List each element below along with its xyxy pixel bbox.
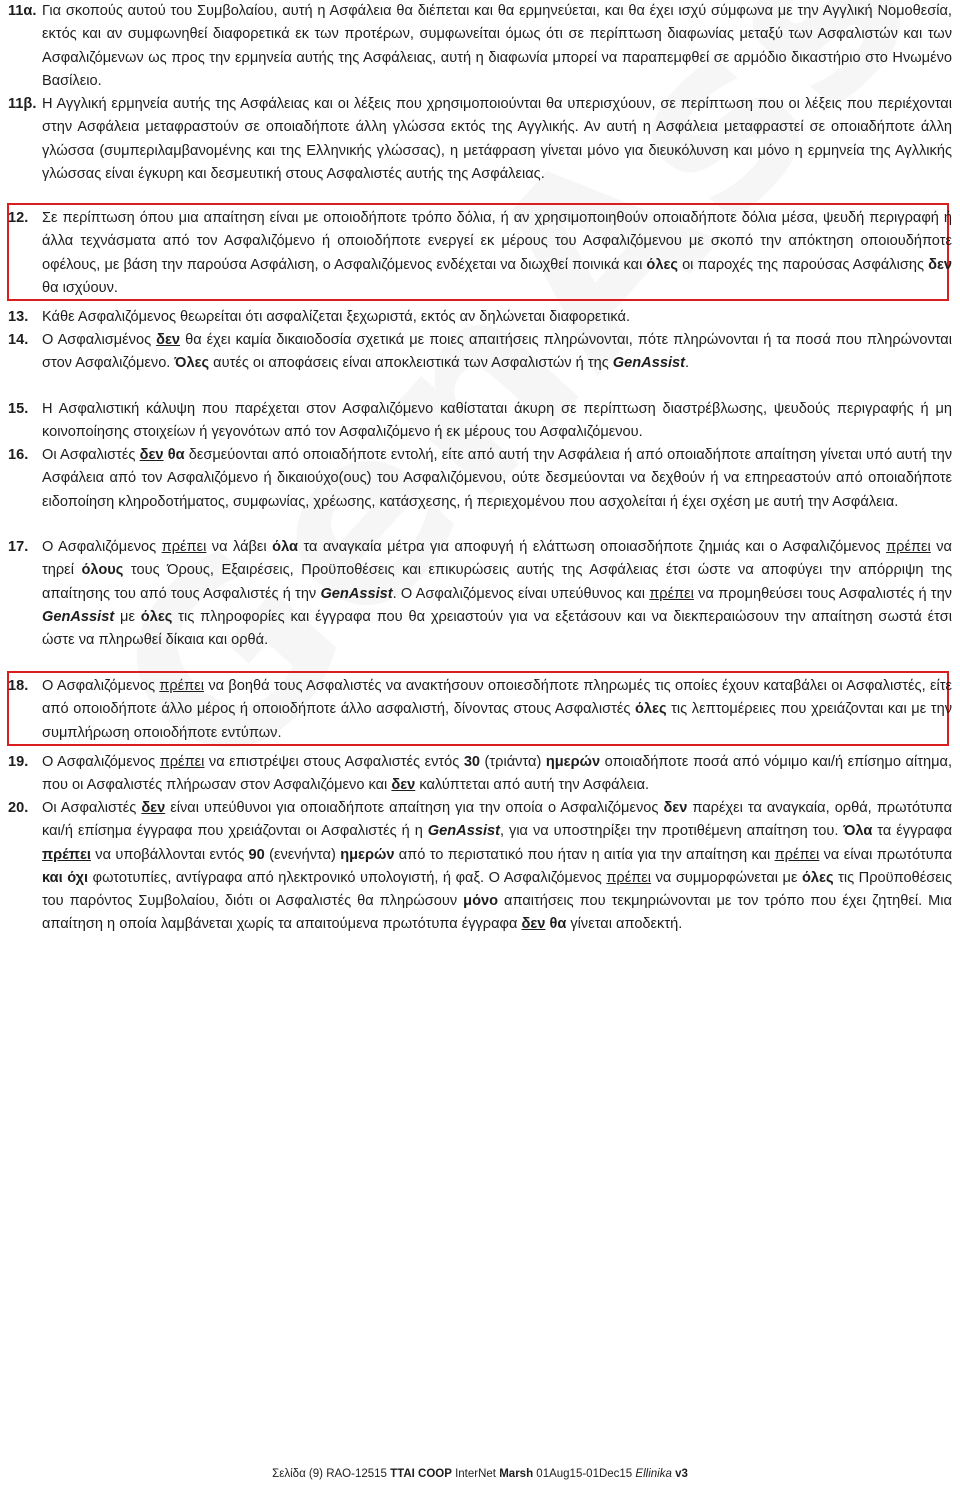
clause-18 <box>0 675 952 745</box>
footer-language: Ellinika <box>635 1468 672 1480</box>
text-segment: οι παροχές της παρούσας Ασφάλισης <box>677 256 929 273</box>
text-segment: δεν <box>928 256 952 273</box>
text-segment: δεν <box>141 800 166 816</box>
clause-text: Για σκοπούς αυτού του Συμβολαίου, αυτή η Ασφάλεια θα διέπεται και θα ερμηνεύεται, και θα έχει ισχύ σύμφωνα με την Αγγλική Νομοθεσία, εκτός και αν συμφωνηθεί διαφορετικά εκ των προτέρων, συμφωνείται όμως ότι σε περίπτωση διαφωνίας μεταξύ των Ασφαλιστών και των Ασφαλιζόμενων ως προς την ερμηνεία αυτής της Ασφάλειας, αυτή η διαφωνία μπορεί να παραπεμφθεί σε αρμόδιο δικαστήριο στο Ηνωμένο Βασίλειο. <box>42 3 952 89</box>
clause-text <box>42 536 952 652</box>
clause-number: 15. <box>8 401 29 417</box>
clause-number: 11β. <box>8 96 37 112</box>
text-segment: όλα <box>272 539 298 555</box>
text-segment: δεν <box>521 916 546 933</box>
clause-number: 12. <box>8 210 29 226</box>
clause-number: 14. <box>8 332 29 348</box>
text-segment: να λάβει <box>206 539 273 555</box>
text-segment: . <box>684 355 690 372</box>
clause-number: 11α. <box>8 3 37 19</box>
text-segment: πρέπει <box>159 678 204 694</box>
text-segment: γίνεται αποδεκτή. <box>566 916 683 933</box>
text-segment: Ο Ασφαλιζόμενος <box>42 539 162 555</box>
text-segment: πρέπει <box>159 754 205 770</box>
text-segment: και όχι <box>42 869 89 886</box>
text-segment: να είναι πρωτότυπα <box>819 846 953 863</box>
clause-number: 20. <box>8 800 29 816</box>
footer-period: 01Aug15-01Dec15 <box>536 1468 633 1480</box>
text-segment: GenAssist <box>612 355 685 372</box>
text-segment: φωτοτυπίες, αντίγραφα από ηλεκτρονικό υπολογιστή, ή φαξ. Ο Ασφαλιζόμενος <box>88 869 607 886</box>
footer-broker: Marsh <box>499 1468 534 1480</box>
clause-11a <box>0 0 952 93</box>
clause-text: Κάθε Ασφαλιζόμενος θεωρείται ότι ασφαλίζεται ξεχωριστά, εκτός αν δηλώνεται διαφορετικά. <box>42 309 631 325</box>
footer-version: v3 <box>675 1468 688 1480</box>
clause-13 <box>0 306 952 329</box>
text-segment: Όλες <box>174 355 210 372</box>
clause-text <box>42 444 952 514</box>
clause-17 <box>0 536 952 652</box>
text-segment: θα <box>167 447 185 463</box>
text-segment: πρέπει <box>161 539 207 555</box>
footer-product: InterNet <box>455 1468 497 1480</box>
text-segment: GenAssist <box>320 585 393 602</box>
text-segment: θα ισχύουν. <box>42 279 118 296</box>
text-segment: ημερών <box>340 846 395 863</box>
clause-16 <box>0 444 952 514</box>
text-segment: . Ο Ασφαλιζόμενος είναι υπεύθυνος και <box>392 585 650 602</box>
text-segment: θα έχει καμία δικαιοδοσία σχετικά με ποιες απαιτήσεις πληρώνονται, πότε πληρώνονται ή τα ποσά που πληρώνονται στον Ασφαλιζόμενο. <box>42 332 952 372</box>
text-segment: τις πληροφορίες και έγγραφα που θα χρειαστούν για να εξετάσουν και να διεκπεραιώσουν την απαίτηση σωστά έτσι ώστε να πληρωθεί δίκαια και ορθά. <box>42 608 952 649</box>
text-segment: να προμηθεύσει τους Ασφαλιστές ή την <box>693 585 952 602</box>
clause-number: 19. <box>8 754 29 770</box>
clause-14 <box>0 329 952 376</box>
text-segment: πρέπει <box>774 846 820 863</box>
text-segment: μόνο <box>463 893 499 910</box>
clause-text: Η Ασφαλιστική κάλυψη που παρέχεται στον Ασφαλιζόμενο καθίσταται άκυρη σε περίπτωση διαστρέβλωσης, ψευδούς περιγραφής ή μη κοινοποίησης στοιχείων ή γεγονότων από τον Ασφαλιζόμενο ή εκ μέρους του Ασφαλιζόμενου. <box>42 401 952 441</box>
clause-number: 17. <box>8 539 29 555</box>
text-segment: Ο Ασφαλιζόμενος <box>42 754 160 770</box>
clause-text <box>42 675 952 745</box>
clause-15 <box>0 398 952 445</box>
text-segment: παρέχει τα αναγκαία, ορθά, πρωτότυπα και/ή επίσημα έγγραφα που χρειάζονται οι Ασφαλιστές ή η <box>42 800 953 840</box>
text-segment: όλες <box>635 701 667 718</box>
text-segment: τα αναγκαία μέτρα για αποφυγή ή ελάττωση οποιασδήποτε ζημιάς και ο Ασφαλιζόμενος <box>298 539 887 555</box>
clause-text: Η Αγγλική ερμηνεία αυτής της Ασφάλειας και οι λέξεις που χρησιμοποιούνται θα υπερισχύουν, σε περίπτωση που οι λέξεις που περιέχονται στην Ασφάλεια μεταφραστούν σε οποιαδήποτε άλλη γλώσσα εκτός της Αγγλικής. Αν αυτή η Ασφάλεια μεταφραστεί σε οποιαδήποτε άλλη γλώσσα (συμπεριλαμβανομένης και της Ελληνικής γλώσσας), η μετάφραση γίνεται μόνο για διευκόλυνση και μόνο η ερμηνεία της Αγλλικής γλώσσας είναι έγκυρη και δεσμευτική στους Ασφαλιστές αυτής της Ασφάλειας. <box>42 96 952 182</box>
text-segment: είναι υπεύθυνοι για οποιαδήποτε απαίτηση για την οποία ο Ασφαλιζόμενος <box>165 800 664 816</box>
text-segment: Σε περίπτωση όπου μια απαίτηση είναι με οποιοδήποτε τρόπο δόλια, ή αν χρησιμοποιηθούν οποιαδήποτε δόλια μέσα, ψευδή περιγραφή ή άλλα τεχνάσματα από τον Ασφαλιζόμενο ή οποιοδήποτε ενεργεί εκ μέρους του Ασφαλιζόμενου με σκοπό την απόκτηση οποιουδήποτε οφέλους, με βάση την παρούσα Ασφάλιση, ο Ασφαλιζόμενος ενδέχεται να διωχθεί ποινικά και <box>42 210 952 273</box>
text-segment: δεν <box>391 777 416 794</box>
text-segment: (τριάντα) <box>480 754 546 770</box>
clause-20 <box>0 797 952 937</box>
text-segment: δεν <box>663 800 688 816</box>
clause-number: 16. <box>8 447 29 463</box>
footer-page-label: Σελίδα (9) <box>272 1468 323 1480</box>
clause-number: 13. <box>8 309 29 325</box>
footer-brand: TTAI COOP <box>390 1468 452 1480</box>
text-segment: αυτές οι αποφάσεις είναι αποκλειστικά των Ασφαλιστών ή της <box>209 355 613 372</box>
text-segment: τις λεπτομέρειες που χρειάζονται και με την συμπλήρωση οποιοδήποτε εντύπων. <box>42 701 952 741</box>
text-segment: Οι Ασφαλιστές <box>42 447 140 463</box>
text-segment: όλες <box>802 869 834 886</box>
text-segment: , για να υποστηρίξει την προτιθέμενη απαίτηση του. <box>499 823 844 840</box>
text-segment: από το περιστατικό που ήταν η αιτία για την απαίτηση και <box>394 846 775 863</box>
text-segment: 90 <box>248 846 265 863</box>
text-segment: Ο Ασφαλιζόμενος <box>42 678 160 694</box>
text-segment: οποιαδήποτε ποσά από νόμιμο και/ή επίσημο αίτημα, που οι Ασφαλιστές πλήρωσαν στον Ασφαλιζόμενο και <box>42 754 952 794</box>
clause-text <box>42 797 952 937</box>
text-segment: δεν <box>156 332 181 348</box>
text-segment: (ενενήντα) <box>264 846 341 863</box>
text-segment: πρέπει <box>42 846 91 863</box>
text-segment: πρέπει <box>649 585 694 602</box>
clause-text <box>42 329 952 376</box>
text-segment: να βοηθά τους Ασφαλιστές να ανακτήσουν οποιεσδήποτε πληρωμές τις οποίες έχουν καταβάλει οι Ασφαλιστές, είτε από οποιοδήποτε άλλο μέρος ή οποιοδήποτε άλλο ασφαλιστή, δίνοντας στους Ασφαλιστές <box>42 678 952 718</box>
text-segment: 30 <box>463 754 481 770</box>
text-segment: όλες <box>140 608 173 625</box>
footer-ref-code: RAO-12515 <box>326 1468 387 1480</box>
text-segment: GenAssist <box>42 608 115 625</box>
text-segment: πρέπει <box>606 869 652 886</box>
text-segment: όλους <box>81 562 124 579</box>
text-segment: να επιστρέψει στους Ασφαλιστές εντός <box>204 754 464 770</box>
text-segment: με <box>114 608 141 625</box>
text-segment: τα έγγραφα <box>872 823 953 840</box>
text-segment: να συμμορφώνεται με <box>651 869 802 886</box>
text-segment: τους Όρους, Εξαιρέσεις, Προϋποθέσεις και επικυρώσεις αυτής της Ασφάλειας έτσι ώστε να αποφύγει την απόρριψη της απαίτησης του από τους Ασφαλιστές ή την <box>42 562 952 602</box>
text-segment: Όλα <box>843 823 873 840</box>
text-segment: να τηρεί <box>42 539 952 579</box>
text-segment: απαιτήσεις που τεκμηριώνονται με τον τρόπο που έχει ζητηθεί. Μια απαίτηση η οποία λαμβάνεται χωρίς τα απαιτούμενα πρωτότυπα έγγραφα <box>42 893 952 933</box>
clause-number: 18. <box>8 678 29 694</box>
text-segment: Ο Ασφαλισμένος <box>42 332 157 348</box>
text-segment: δεν <box>139 447 164 463</box>
clause-text <box>42 751 952 798</box>
text-segment: όλες <box>646 256 678 273</box>
text-segment: καλύπτεται από αυτή την Ασφάλεια. <box>415 777 650 794</box>
text-segment: ημερών <box>545 754 601 770</box>
text-segment: δεσμεύονται από οποιαδήποτε εντολή, είτε από αυτή την Ασφάλεια ή από οποιαδήποτε απαίτηση γίνεται υπό αυτή την Ασφάλεια από τον Ασφαλιζόμενο ή δικαιούχο(ους) του Ασφαλιζόμενου, ούτε δεσμεύονται να δεχθούν ή να επηρεαστούν από οποιαδήποτε ειδοποίηση κληροδοτήματος, συμφωνίας, χρέωσης, κατάσχεσης, ή περιεχομένου που ασχολείται ή έχει σχέση με αυτή την Ασφάλεια. <box>42 447 952 510</box>
clause-19 <box>0 751 952 798</box>
text-segment: πρέπει <box>886 539 931 555</box>
page-footer <box>0 1468 960 1480</box>
clause-text <box>42 207 952 300</box>
clause-12 <box>0 207 952 300</box>
clause-11b <box>0 93 952 186</box>
text-segment: τις Προϋποθέσεις του παρόντος Συμβολαίου, διότι οι Ασφαλιστές θα πληρώσουν <box>42 869 952 910</box>
text-segment: GenAssist <box>427 823 500 840</box>
text-segment: Οι Ασφαλιστές <box>42 800 142 816</box>
text-segment: θα <box>549 916 567 933</box>
text-segment: να υποβάλλονται εντός <box>90 846 249 863</box>
